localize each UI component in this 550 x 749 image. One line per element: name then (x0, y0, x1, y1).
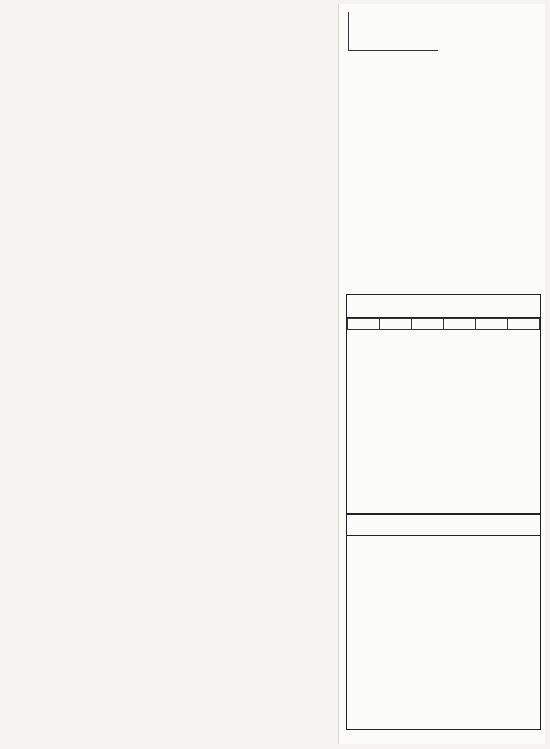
column-header (380, 319, 412, 330)
column-header (412, 319, 444, 330)
legend-title-secondary (347, 513, 540, 536)
sheet-header (339, 8, 545, 272)
legend-title (347, 295, 540, 318)
header-rule (348, 50, 438, 51)
column-header (348, 319, 380, 330)
column-header (444, 319, 476, 330)
signatures (473, 165, 474, 174)
legend-table-top (347, 318, 540, 330)
zonizzazione-legend (346, 294, 541, 730)
header-rule (348, 12, 349, 50)
column-header (476, 319, 508, 330)
planning-sheet-image (338, 4, 545, 744)
body-text-column (10, 0, 335, 749)
column-header (508, 319, 540, 330)
